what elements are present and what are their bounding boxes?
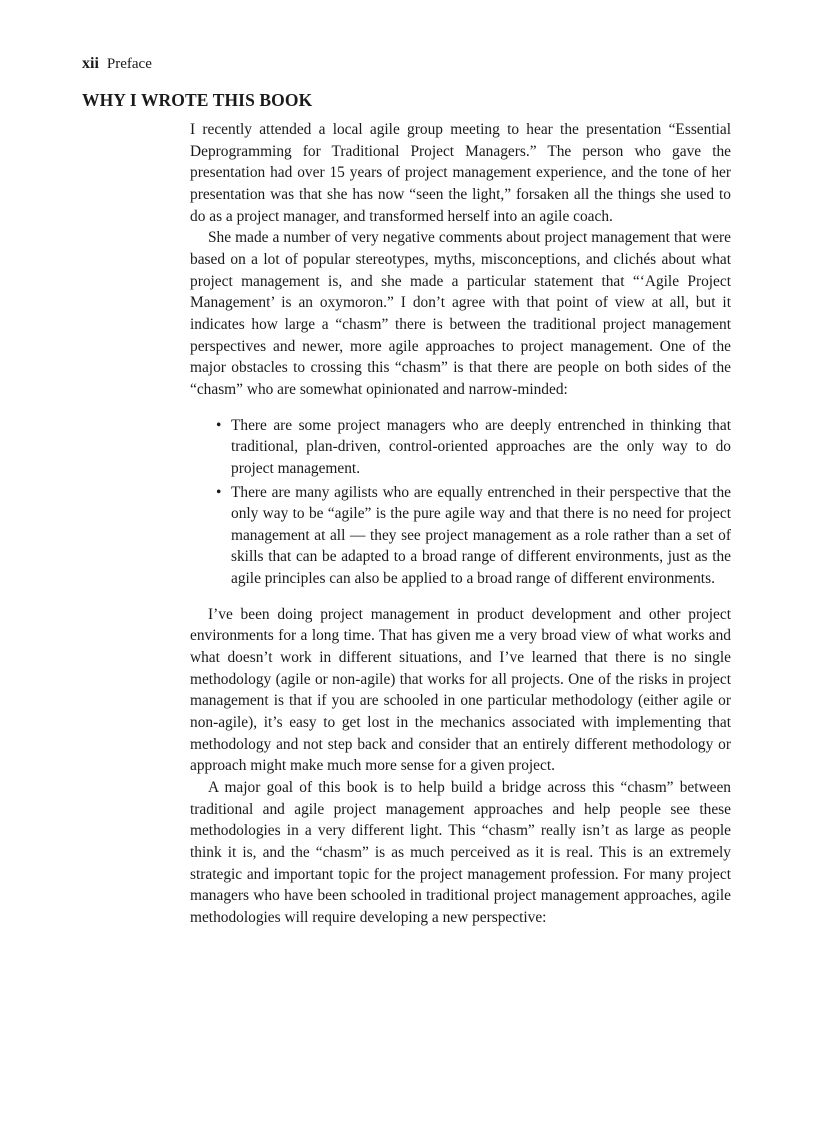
bullet-dot-icon: • bbox=[216, 483, 222, 501]
body-text bbox=[190, 119, 731, 929]
paragraph-1: I recently attended a local agile group meeting to hear the presentation “Essential Deprogramming for Traditional Project Managers.” The person who gave the presentation had over 15 years of project management experience, and the tone of her presentation was that she has now “seen the light,” forsaken all the things she used to do as a project manager, and transformed herself into an agile coach. bbox=[190, 121, 731, 225]
paragraph-3: I’ve been doing project management in product development and other project environments for a long time. That has given me a very broad view of what works and what doesn’t work in different situations, and I’ve learned that there is no single methodology (agile or non-agile) that works for all projects. One of the risks in project management is that if you are schooled in one particular methodology (either agile or non-agile), it’s easy to get lost in the mechanics associated with implementing that methodology and not step back and consider that an entirely different methodology or approach might make much more sense for a given project. bbox=[190, 605, 731, 775]
bullet-dot-icon: • bbox=[216, 416, 222, 434]
paragraph-4: A major goal of this book is to help build a bridge across this “chasm” between traditional and agile project management approaches and help people see these methodologies in a very different light. This “chasm” really isn’t as large as people think it is, and the “chasm” is as much perceived as it is real. This is an extremely strategic and important topic for the project management profession. For many project managers who have been schooled in traditional project management approaches, agile methodologies will require developing a new perspective: bbox=[190, 779, 731, 926]
running-head bbox=[82, 54, 152, 74]
bullet-item-2 bbox=[216, 482, 731, 590]
page-number: xii bbox=[82, 55, 99, 72]
bullet-text-2: There are many agilists who are equally entrenched in their perspective that the only way to be “agile” is the pure agile way and that there is no need for project management at all — they see project management as a role rather than a set of skills that can be adapted to a broad range of different environments, just as the agile principles can also be applied to a broad range of different environments. bbox=[231, 483, 731, 588]
bullet-list bbox=[190, 415, 731, 590]
running-head-title: Preface bbox=[106, 56, 152, 72]
bullet-item-1 bbox=[216, 415, 731, 480]
section-heading: WHY I WROTE THIS BOOK bbox=[82, 90, 313, 110]
paragraph-2: She made a number of very negative comments about project management that were based on a lot of popular stereotypes, myths, misconceptions, and clichés about what project management is, and she made a particular statement that “‘Agile Project Management’ is an oxymoron.” I don’t agree with that point of view at all, but it indicates how large a “chasm” there is between the traditional project management perspectives and newer, more agile approaches to project management. One of the major obstacles to crossing this “chasm” is that there are people on both sides of the “chasm” who are somewhat opinionated and narrow-minded: bbox=[190, 229, 731, 398]
bullet-text-1: There are some project managers who are deeply entrenched in thinking that traditional, plan-driven, control-oriented approaches are the only way to do project management. bbox=[231, 416, 731, 477]
